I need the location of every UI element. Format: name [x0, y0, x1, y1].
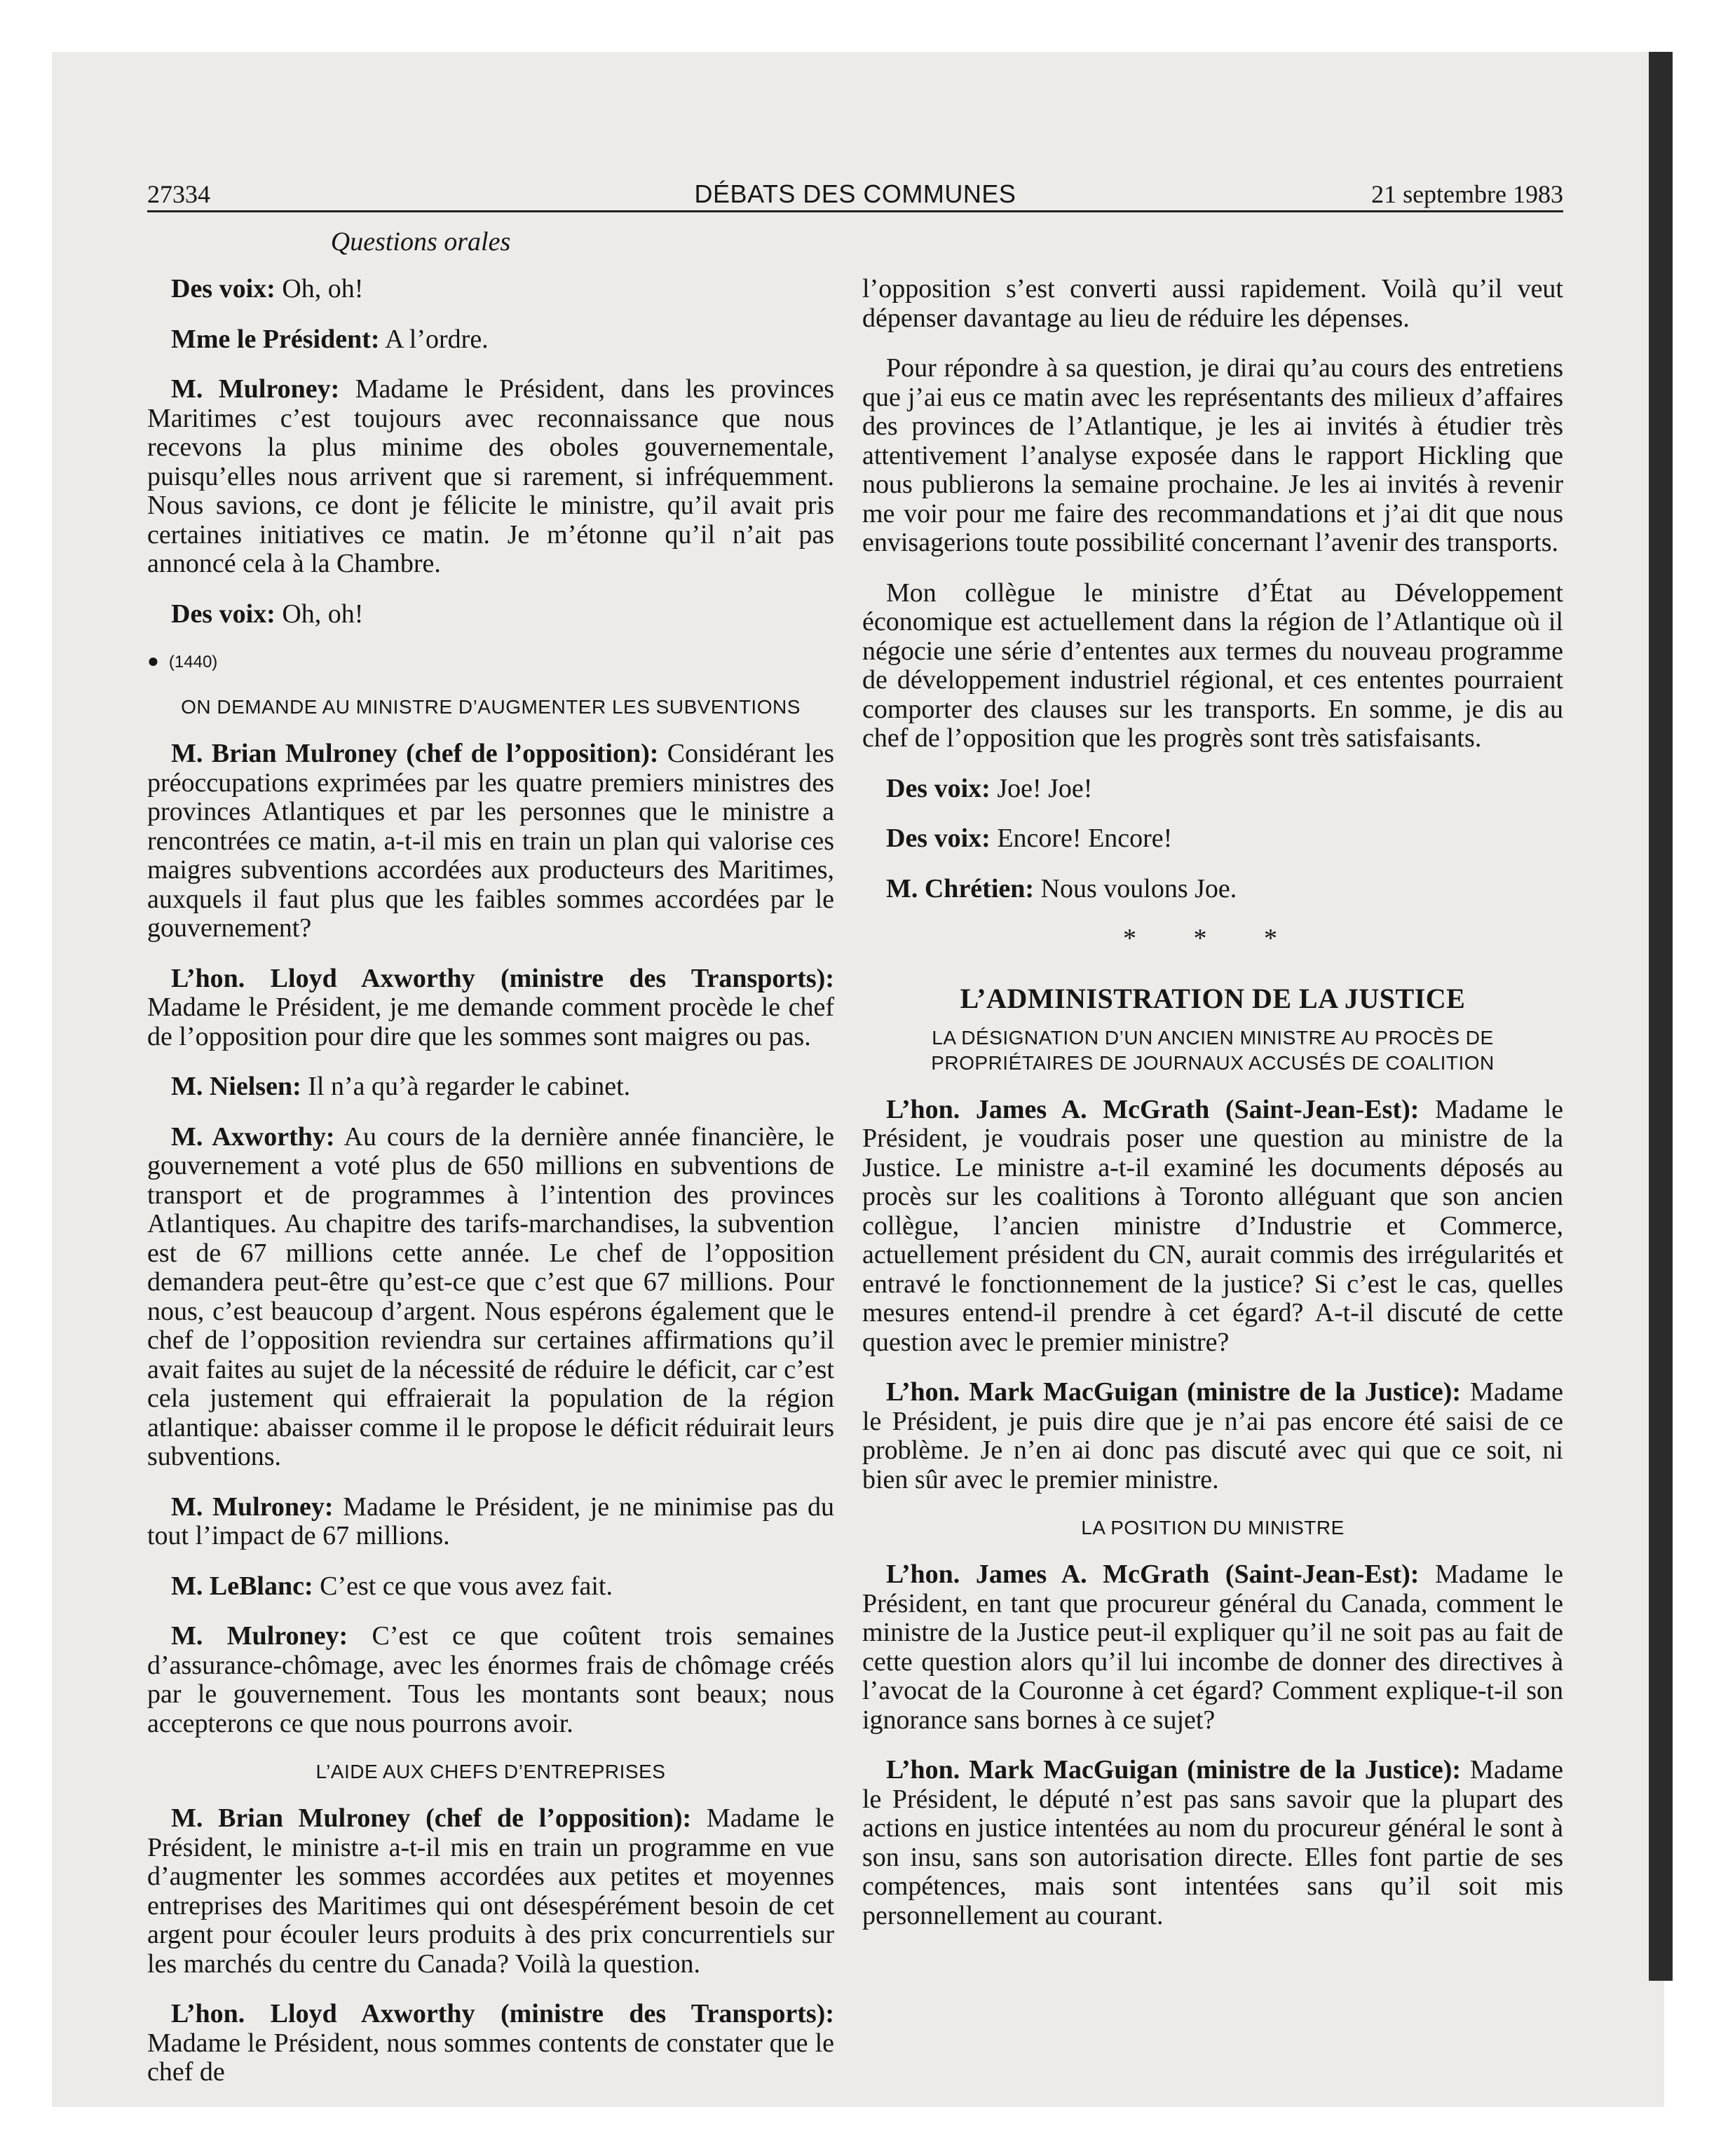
speaker: M. Axworthy: [171, 1121, 335, 1152]
speech: Nous voulons Joe. [1034, 873, 1237, 903]
paragraph [147, 1072, 834, 1102]
speech: Considérant les préoccupations exprimées par les quatre premiers ministres des provinces Atlantiques et par les personnes que le ministre a rencontrées ce matin, a-t-il mis en train un plan qui valorise ces maigres subventions accordées aux producteurs des Maritimes, auxquels il faut plus que les faibles sommes accordées par le gouvernement? [147, 739, 834, 943]
page-number: 27334 [147, 180, 210, 208]
speaker: Des voix: [886, 773, 991, 803]
speaker: Des voix: [171, 599, 275, 629]
speaker: L’hon. Lloyd Axworthy (ministre des Transports): [171, 963, 834, 993]
speech: Madame le Président, je me demande comment procède le chef de l’opposition pour dire que les sommes sont maigres ou pas. [147, 992, 834, 1051]
speaker: L’hon. James A. McGrath (Saint-Jean-Est): [886, 1560, 1420, 1589]
speech: A l’ordre. [379, 324, 489, 354]
paragraph [862, 1378, 1563, 1494]
paragraph: l’opposition s’est converti aussi rapidement. Voilà qu’il veut dépenser davantage au lieu de réduire les dépenses. [862, 274, 1563, 333]
speaker: M. LeBlanc: [171, 1571, 313, 1601]
speech: Madame le Président, le ministre a-t-il mis en train un programme en vue d’augmenter les sommes accordées aux petites et moyennes entreprises des Maritimes qui ont désespérément besoin de cet argent pour écouler leurs produits à des prix concurrentiels sur les marchés du centre du Canada? Voilà la question. [147, 1803, 834, 1979]
publication-date: 21 septembre 1983 [1371, 180, 1563, 208]
section-heading: L’ADMINISTRATION DE LA JUSTICE [960, 982, 1466, 1014]
paragraph [862, 1560, 1563, 1735]
header-rule [147, 210, 1563, 212]
time-stamp: (1440) [168, 653, 218, 671]
speech: C’est ce que vous avez fait. [313, 1571, 613, 1601]
paragraph: Pour répondre à sa question, je dirai qu’au cours des entretiens que j’ai eus ce matin avec les représentants des milieux d’affaires des provinces de l’Atlantique, je les ai invités à étudier très attentivement l’analyse exposée dans le rapport Hickling que nous publierons la semaine prochaine. Je les ai invités à revenir me voir pour me faire des recommandations et j’ai dit que nous envisagerions toute possibilité concernant l’avenir des transports. [862, 353, 1563, 557]
paragraph [147, 964, 834, 1052]
paragraph [862, 1756, 1563, 1930]
paragraph [147, 1572, 834, 1602]
time-marker [147, 650, 834, 674]
paragraph [147, 1804, 834, 1979]
publication-title: DÉBATS DES COMMUNES [694, 179, 1016, 208]
paragraph [862, 775, 1563, 804]
speech: Madame le Président, en tant que procureur général du Canada, comment le ministre de la Justice peut-il expliquer qu’il ne soit pas au fait de cette question alors qu’il lui incombe de donner des directives à l’avocat de la Couronne à cet égard? Comment explique-t-il son ignorance sans bornes à ce sujet? [862, 1560, 1563, 1735]
paragraph: Mon collègue le ministre d’État au Développement économique est actuellement dans la région de l’Atlantique où il négocie une série d’ententes aux termes du nouveau programme de développement industriel régional, et ces ententes pourraient comporter des clauses sur les transports. En somme, je dis au chef de l’opposition que les progrès sont très satisfaisants. [862, 578, 1563, 753]
paragraph [147, 1123, 834, 1472]
speaker: M. Mulroney: [171, 1492, 334, 1522]
subheading: LA DÉSIGNATION D’UN ANCIEN MINISTRE AU PROCÈS DE PROPRIÉTAIRES DE JOURNAUX ACCUSÉS DE COALITION [931, 1026, 1495, 1074]
paragraph [147, 275, 834, 304]
left-column [147, 275, 834, 2108]
speech: Madame le Président, je voudrais poser une question au ministre de la Justice. Le ministre a-t-il examiné les documents déposés au procès sur les coalitions à Toronto alléguant que son ancien collègue, l’ancien ministre d’Industrie et Commerce, actuellement président du CN, aurait commis des irrégularités et entravé le fonctionnement de la justice? Si c’est le cas, quelles mesures entend-il prendre à cet égard? A-t-il discuté de cette question avec le premier ministre? [862, 1094, 1563, 1357]
paragraph [147, 375, 834, 579]
paragraph [147, 600, 834, 629]
paragraph [147, 739, 834, 943]
page-header [147, 179, 1563, 212]
paragraph [147, 1622, 834, 1738]
paragraph [862, 1096, 1563, 1358]
paragraph [862, 875, 1563, 904]
speech: Il n’a qu’à regarder le cabinet. [301, 1072, 631, 1101]
paragraph [862, 824, 1563, 854]
speaker: Des voix: [171, 274, 275, 303]
binding-edge [1649, 52, 1673, 1981]
speech: Madame le Président, nous sommes contents de constater que le chef de [147, 2028, 834, 2087]
speaker: M. Mulroney: [171, 374, 340, 404]
subheading: ON DEMANDE AU MINISTRE D’AUGMENTER LES SUBVENTIONS [181, 696, 801, 718]
speaker: M. Nielsen: [171, 1072, 301, 1101]
speaker: M. Brian Mulroney (chef de l’opposition): [171, 739, 659, 768]
speech: Oh, oh! [275, 274, 364, 303]
speech: Encore! Encore! [990, 824, 1173, 853]
speaker: L’hon. Mark MacGuigan (ministre de la Justice): [886, 1377, 1462, 1407]
speech: Madame le Président, je puis dire que je n’ai pas encore été saisi de ce problème. Je n’en ai donc pas discuté avec qui que ce soit, ni bien sûr avec le premier ministre. [862, 1377, 1563, 1494]
speaker: L’hon. Mark MacGuigan (ministre de la Justice): [886, 1755, 1462, 1785]
speech: Madame le Président, je ne minimise pas du tout l’impact de 67 millions. [147, 1492, 834, 1550]
paragraph [147, 1493, 834, 1551]
subheading: L’AIDE AUX CHEFS D’ENTREPRISES [315, 1761, 666, 1782]
speaker: M. Brian Mulroney (chef de l’opposition): [171, 1803, 692, 1833]
speaker: Mme le Président: [171, 324, 380, 354]
speech: Madame le Président, le député n’est pas sans savoir que la plupart des actions en justice intentées au nom du procureur général le sont à son insu, sans son autorisation directe. Elles font partie de ses compétences, mais sont intentées sans qu’il soit mis personnellement au courant. [862, 1755, 1563, 1930]
subheading: LA POSITION DU MINISTRE [1081, 1517, 1345, 1538]
right-column [862, 275, 1563, 1951]
section-title: Questions orales [330, 227, 511, 257]
paragraph [147, 325, 834, 355]
speaker: L’hon. James A. McGrath (Saint-Jean-Est): [886, 1094, 1420, 1124]
speaker: L’hon. Lloyd Axworthy (ministre des Transports): [171, 1999, 834, 2028]
speech: C’est ce que coûtent trois semaines d’assurance-chômage, avec les énormes frais de chômage créés par le gouvernement. Tous les montants sont beaux; nous accepterons ce que nous pourrons avoir. [147, 1621, 834, 1738]
speaker: M. Mulroney: [171, 1621, 348, 1651]
speech: Joe! Joe! [990, 773, 1093, 803]
speech: Madame le Président, dans les provinces Maritimes c’est toujours avec reconnaissance que nous recevons la plus minime des oboles gouvernementale, puisqu’elles nous arrivent que si rarement, si infréquemment. Nous savions, ce dont je félicite le ministre, qu’il avait pris certaines initiatives ce matin. Je m’étonne qu’il n’ait pas annoncé cela à la Chambre. [147, 374, 835, 578]
section-divider: * * * [1123, 924, 1302, 953]
paragraph [147, 2000, 834, 2087]
speaker: Des voix: [886, 824, 991, 853]
bullet-icon: ● [147, 650, 159, 671]
speech: Au cours de la dernière année financière, le gouvernement a voté plus de 650 millions en subventions de transport et de programmes à l’intention des provinces Atlantiques. Au chapitre des tarifs-marchandises, la subvention est de 67 millions cette année. Le chef de l’opposition demandera peut-être qu’est-ce que c’est que 67 millions. Pour nous, c’est beaucoup d’argent. Nous espérons également que le chef de l’opposition reviendra sur certaines affirmations qu’il avait faites au sujet de la nécessité de réduire le déficit, car c’est cela justement qui effraierait la population de la région atlantique: abaisser comme il le propose le déficit réduirait leurs subventions. [147, 1121, 834, 1471]
speech: Oh, oh! [275, 599, 364, 629]
speaker: M. Chrétien: [886, 873, 1035, 903]
